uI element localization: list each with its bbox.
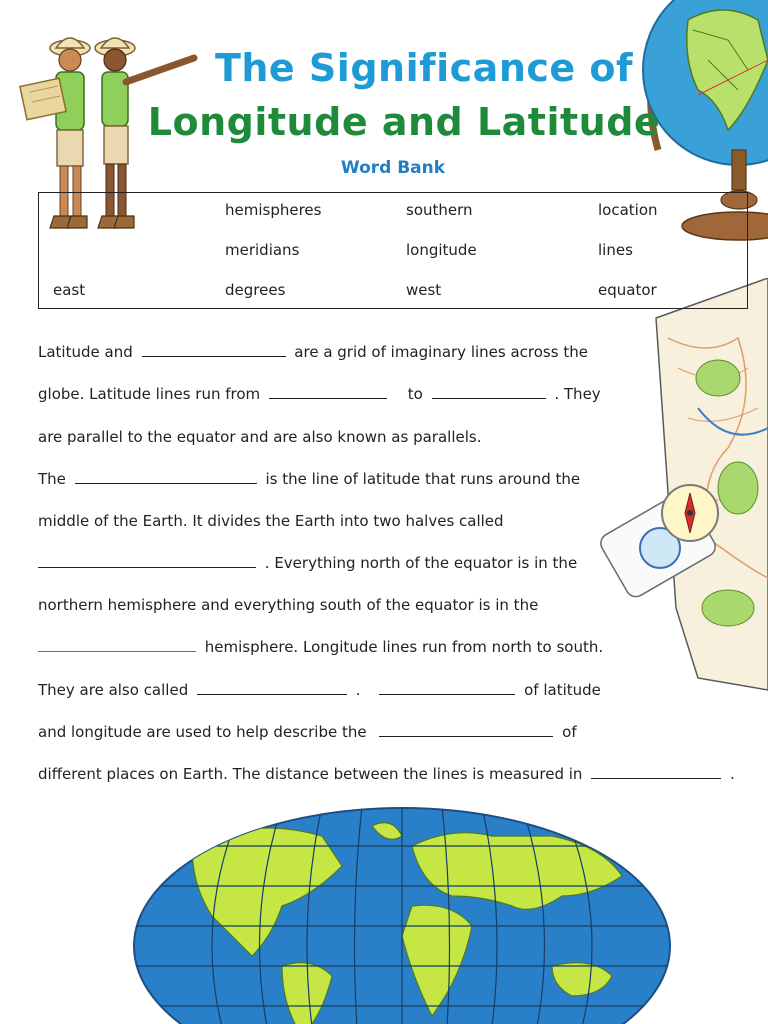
- passage-text: and longitude are used to help describe the: [38, 723, 367, 741]
- passage-text: . Everything north of the equator is in the: [264, 554, 578, 572]
- passage-text: are a grid of imaginary lines across the: [294, 343, 588, 361]
- answer-blank[interactable]: [379, 722, 553, 737]
- passage-text: to: [407, 385, 423, 403]
- passage-line: [38, 466, 580, 492]
- passage-line: [38, 381, 601, 407]
- passage-line: [38, 339, 588, 365]
- answer-blank[interactable]: [38, 553, 256, 568]
- passage-line: [38, 677, 601, 703]
- passage-text: is the line of latitude that runs around the: [265, 470, 581, 488]
- passage-text: middle of the Earth. It divides the Earth into two halves called: [38, 512, 504, 530]
- answer-blank[interactable]: [379, 680, 515, 695]
- answer-blank[interactable]: [591, 764, 721, 779]
- passage-line: [38, 508, 504, 534]
- passage-text: of: [562, 723, 577, 741]
- word-bank-item: meridians: [225, 241, 300, 259]
- passage-text: are parallel to the equator and are also known as parallels.: [38, 428, 482, 446]
- page-title-line-1: The Significance of: [214, 46, 634, 90]
- answer-blank[interactable]: [142, 342, 286, 357]
- answer-blank[interactable]: [197, 680, 347, 695]
- passage-text: . They: [554, 385, 601, 403]
- answer-blank[interactable]: [38, 637, 196, 652]
- word-bank-item: west: [406, 281, 442, 299]
- word-bank-item: location: [598, 201, 658, 219]
- passage-text: .: [355, 681, 361, 699]
- word-bank-item: longitude: [406, 241, 477, 259]
- passage-line: [38, 634, 603, 660]
- map-compass-illustration: [598, 278, 768, 698]
- passage-line: [38, 719, 577, 745]
- passage-text: .: [730, 765, 735, 783]
- answer-blank[interactable]: [269, 384, 387, 399]
- passage-text: of latitude: [524, 681, 601, 699]
- passage-line: [38, 424, 481, 450]
- answer-blank[interactable]: [432, 384, 546, 399]
- passage-line: [38, 550, 577, 576]
- passage-text: They are also called: [38, 681, 189, 699]
- word-bank-box: [38, 192, 748, 309]
- word-bank-item: hemispheres: [225, 201, 322, 219]
- passage-text: globe. Latitude lines run from: [38, 385, 261, 403]
- word-bank-item: southern: [406, 201, 473, 219]
- passage-line: [38, 761, 735, 787]
- world-map-illustration: [132, 806, 672, 1024]
- word-bank-item: degrees: [225, 281, 286, 299]
- passage-text: different places on Earth. The distance between the lines is measured in: [38, 765, 583, 783]
- word-bank-title: Word Bank: [340, 158, 446, 178]
- word-bank-item: lines: [598, 241, 633, 259]
- passage-line: [38, 592, 538, 618]
- word-bank-item: equator: [598, 281, 657, 299]
- passage-text: Latitude and: [38, 343, 133, 361]
- passage-text: The: [38, 470, 66, 488]
- page-title-line-2: Longitude and Latitude: [147, 100, 661, 144]
- word-bank-item: east: [53, 281, 86, 299]
- passage-text: hemisphere. Longitude lines run from north to south.: [204, 638, 604, 656]
- answer-blank[interactable]: [75, 469, 257, 484]
- passage-text: northern hemisphere and everything south of the equator is in the: [38, 596, 539, 614]
